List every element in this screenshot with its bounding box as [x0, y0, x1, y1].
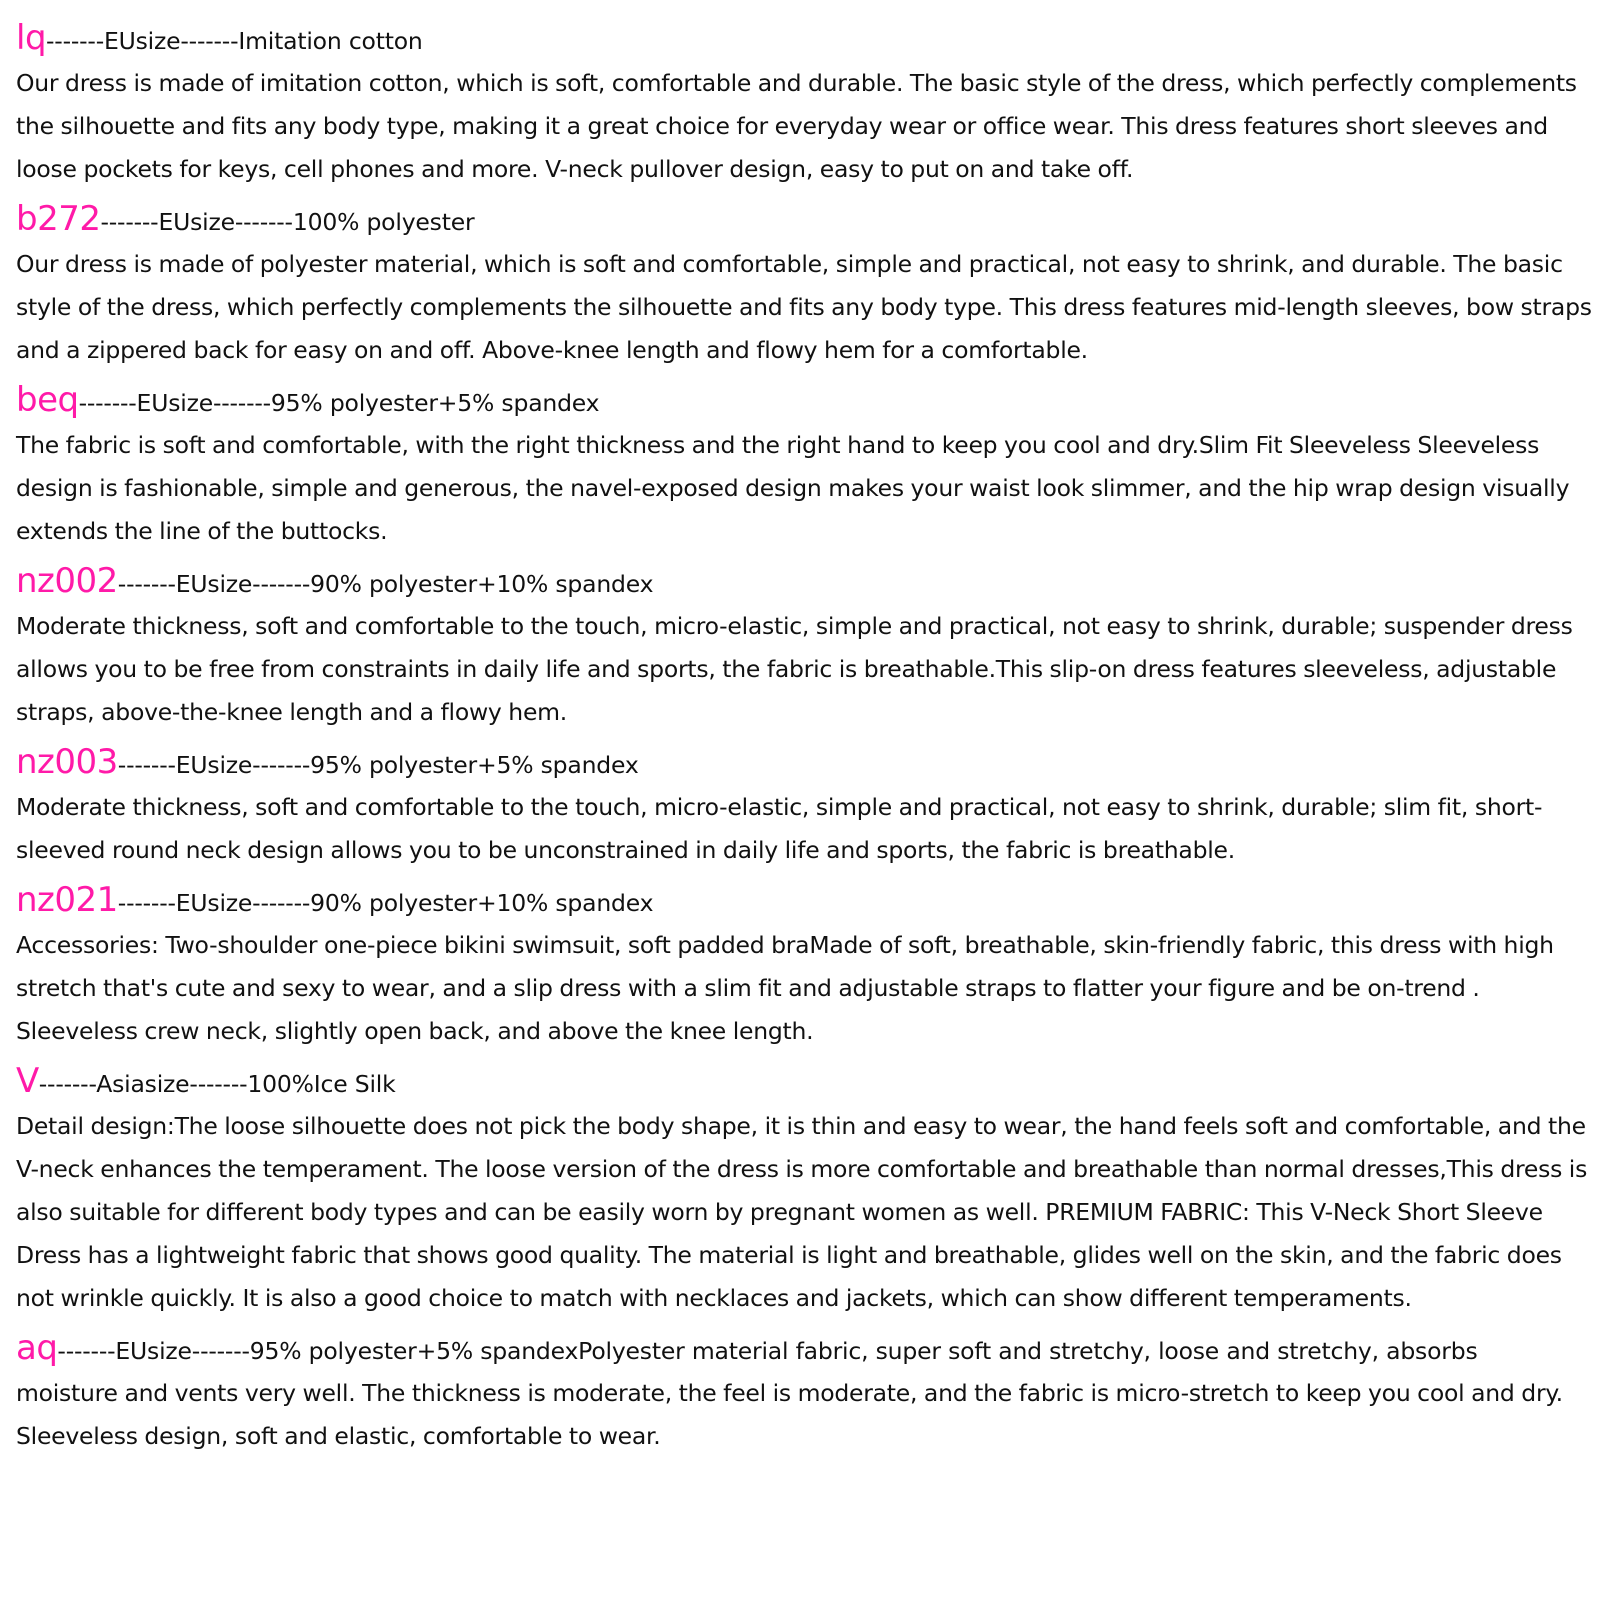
product-description: moisture and vents very well. The thickness is moderate, the feel is moderate, and the fabric is micro-stretch to keep you cool and dry. Sleeveless design, soft and elastic, comfortable to wear.: [16, 1379, 1563, 1450]
product-header: [16, 376, 1594, 424]
product-description: Our dress is made of imitation cotton, which is soft, comfortable and durable. The basic style of the dress, which perfectly complements the silhouette and fits any body type, making it a great choice for everyday wear or office wear. This dress features short sleeves and loose pockets for keys, cell phones and more. V-neck pullover design, easy to put on and take off.: [16, 69, 1577, 183]
product-section-beq: [16, 376, 1594, 553]
product-code: beq: [16, 380, 79, 420]
product-header: [16, 1324, 1594, 1372]
product-section-v: [16, 1057, 1594, 1320]
product-spec: -------EUsize-------100% polyester: [100, 208, 475, 236]
product-description: Accessories: Two-shoulder one-piece bikini swimsuit, soft padded braMade of soft, breathable, skin-friendly fabric, this dress with high stretch that's cute and sexy to wear, and a slip dress with a slim fit and adjustable straps to flatter your figure and be on-trend . Sleeveless crew neck, slightly open back, and above the knee length.: [16, 931, 1554, 1045]
product-code: nz002: [16, 561, 118, 601]
product-description: The fabric is soft and comfortable, with the right thickness and the right hand to keep you cool and dry.Slim Fit Sleeveless Sleeveless design is fashionable, simple and generous, the navel-exposed design makes your waist look slimmer, and the hip wrap design visually extends the line of the buttocks.: [16, 431, 1570, 545]
product-spec: -------EUsize-------95% polyester+5% spandex: [117, 751, 639, 779]
product-header: [16, 557, 1594, 605]
product-section-nz021: [16, 876, 1594, 1053]
product-section-b272: [16, 195, 1594, 372]
product-section-nz002: [16, 557, 1594, 734]
product-description: Moderate thickness, soft and comfortable to the touch, micro-elastic, simple and practical, not easy to shrink, durable; suspender dress allows you to be free from constraints in daily life and sports, the fabric is breathable.This slip-on dress features sleeveless, adjustable straps, above-the-knee length and a flowy hem.: [16, 612, 1573, 726]
product-spec: -------EUsize-------90% polyester+10% spandex: [117, 889, 654, 917]
product-spec: -------EUsize-------Imitation cotton: [46, 27, 423, 55]
product-code: nz021: [16, 880, 118, 920]
product-code: lq: [16, 18, 47, 58]
product-header: [16, 195, 1594, 243]
product-section-aq: [16, 1324, 1594, 1458]
product-header: [16, 14, 1594, 62]
product-header: [16, 876, 1594, 924]
product-code: b272: [16, 199, 101, 239]
product-section-lq: [16, 14, 1594, 191]
product-section-nz003: [16, 738, 1594, 872]
product-code: nz003: [16, 742, 118, 782]
product-code: V: [16, 1061, 39, 1101]
product-header: [16, 1057, 1594, 1105]
product-spec: -------EUsize-------95% polyester+5% spandexPolyester material fabric, super soft and stretchy, loose and stretchy, absorbs: [57, 1337, 1478, 1365]
product-spec: -------EUsize-------90% polyester+10% spandex: [117, 570, 654, 598]
product-description: Detail design:The loose silhouette does not pick the body shape, it is thin and easy to wear, the hand feels soft and comfortable, and the V-neck enhances the temperament. The loose version of the dress is more comfortable and breathable than normal dresses,This dress is also suitable for different body types and can be easily worn by pregnant women as well. PREMIUM FABRIC: This V-Neck Short Sleeve Dress has a lightweight fabric that shows good quality. The material is light and breathable, glides well on the skin, and the fabric does not wrinkle quickly. It is also a good choice to match with necklaces and jackets, which can show different temperaments.: [16, 1112, 1588, 1312]
product-spec: -------Asiasize-------100%Ice Silk: [38, 1070, 396, 1098]
product-description: Our dress is made of polyester material, which is soft and comfortable, simple and practical, not easy to shrink, and durable. The basic style of the dress, which perfectly complements the silhouette and fits any body type. This dress features mid-length sleeves, bow straps and a zippered back for easy on and off. Above-knee length and flowy hem for a comfortable.: [16, 250, 1592, 364]
product-spec: -------EUsize-------95% polyester+5% spandex: [78, 389, 600, 417]
product-header: [16, 738, 1594, 786]
product-code: aq: [16, 1328, 58, 1368]
product-description: Moderate thickness, soft and comfortable to the touch, micro-elastic, simple and practical, not easy to shrink, durable; slim fit, short-sleeved round neck design allows you to be unconstrained in daily life and sports, the fabric is breathable.: [16, 793, 1543, 864]
